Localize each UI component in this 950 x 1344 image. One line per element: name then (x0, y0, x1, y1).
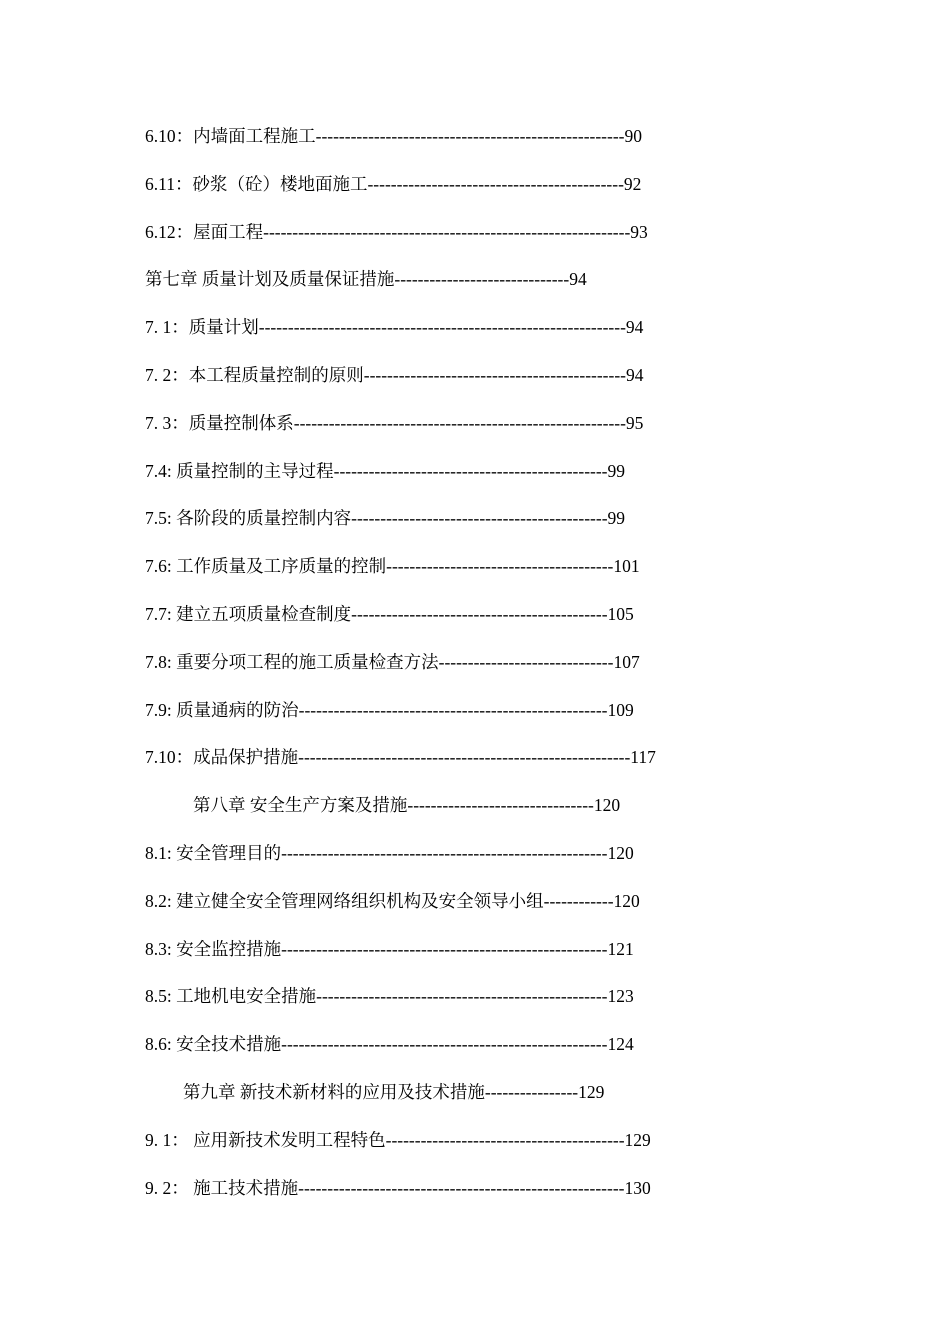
toc-entry: 7.9: 质量通病的防治-----------------------------------------------------109 (145, 700, 634, 720)
toc-entry: 8.5: 工地机电安全措施--------------------------------------------------123 (145, 986, 634, 1006)
toc-entry: 8.1: 安全管理目的--------------------------------------------------------120 (145, 843, 634, 863)
toc-entry: 6.11：砂浆（砼）楼地面施工--------------------------------------------92 (145, 174, 642, 194)
toc-entry: 8.2: 建立健全安全管理网络组织机构及安全领导小组------------120 (145, 891, 640, 911)
toc-entry: 7.4: 质量控制的主导过程-----------------------------------------------99 (145, 461, 626, 481)
toc-chapter-heading: 第八章 安全生产方案及措施--------------------------------120 (193, 795, 621, 815)
toc-entry: 6.10：内墙面工程施工-----------------------------------------------------90 (145, 126, 642, 146)
toc-entry: 8.3: 安全监控措施--------------------------------------------------------121 (145, 939, 634, 959)
toc-entry: 7.8: 重要分项工程的施工质量检查方法------------------------------107 (145, 652, 640, 672)
toc-entry: 6.12：屋面工程---------------------------------------------------------------93 (145, 222, 648, 242)
toc-entry: 7.7: 建立五项质量检查制度--------------------------------------------105 (145, 604, 634, 624)
toc-entry: 7. 3：质量控制体系---------------------------------------------------------95 (145, 413, 644, 433)
toc-entry: 8.6: 安全技术措施--------------------------------------------------------124 (145, 1034, 634, 1054)
toc-entry: 7. 2：本工程质量控制的原则---------------------------------------------94 (145, 365, 644, 385)
toc-chapter-heading: 第九章 新技术新材料的应用及技术措施----------------129 (183, 1082, 605, 1102)
toc-entry: 9. 2： 施工技术措施--------------------------------------------------------130 (145, 1178, 651, 1198)
toc-entry: 7. 1：质量计划---------------------------------------------------------------94 (145, 317, 644, 337)
toc-chapter-heading: 第七章 质量计划及质量保证措施------------------------------94 (145, 269, 587, 289)
toc-entry: 7.10：成品保护措施---------------------------------------------------------117 (145, 747, 656, 767)
toc-entry: 7.5: 各阶段的质量控制内容--------------------------------------------99 (145, 508, 626, 528)
toc-entry: 7.6: 工作质量及工序质量的控制---------------------------------------101 (145, 556, 640, 576)
toc-entry: 9. 1： 应用新技术发明工程特色-----------------------------------------129 (145, 1130, 651, 1150)
